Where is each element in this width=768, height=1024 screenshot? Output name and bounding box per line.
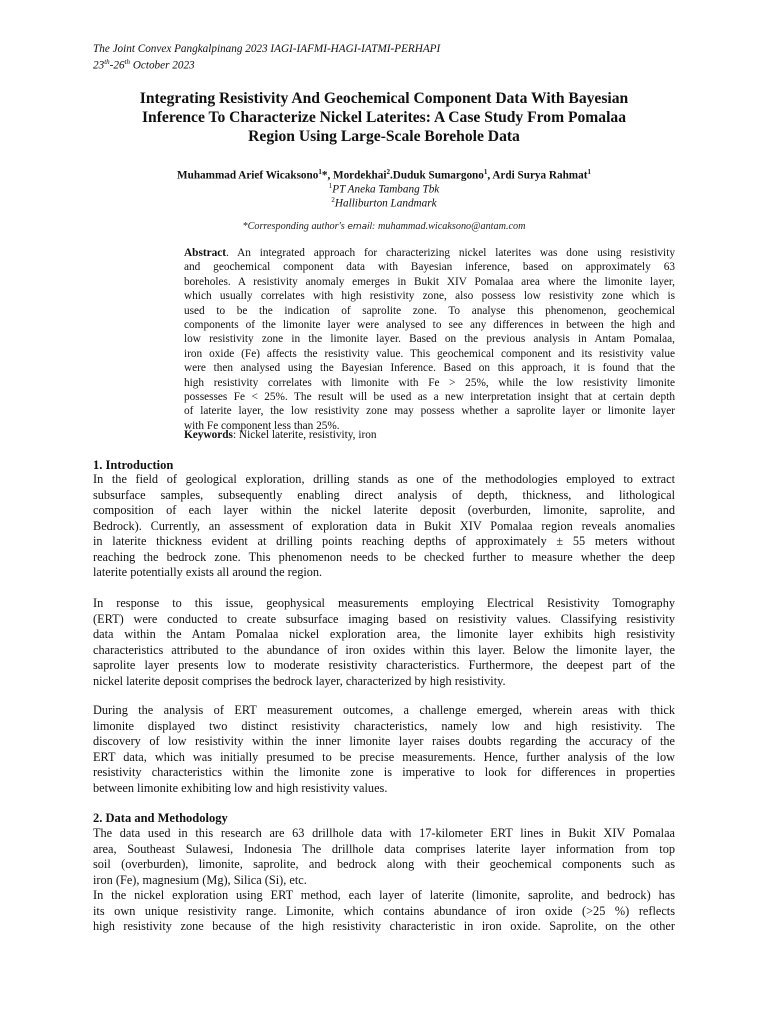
section-heading-introduction: 1. Introduction — [93, 458, 174, 472]
intro-paragraph-3 — [93, 703, 675, 796]
author-name: Mordekhai — [333, 169, 387, 182]
paragraph-line: soil (overburden), limonite, saprolite, and bedrock along with their geochemical components such as — [93, 857, 675, 871]
title-line: Inference To Characterize Nickel Laterites: A Case Study From Pomalaa — [141, 109, 627, 126]
author-name: Muhammad Arief Wicaksono — [177, 169, 319, 182]
intro-paragraph-2 — [93, 596, 675, 689]
paragraph-line: In the nickel exploration using ERT method, each layer of laterite (limonite, saprolite, and bedrock) has — [93, 888, 675, 902]
abstract-heading: Abstract — [184, 247, 227, 259]
abstract-line: were then analysed using the Bayesian Inference. Based on this approach, it is found that the — [184, 362, 675, 375]
paragraph-line: In the field of geological exploration, drilling stands as one of the methodologies employed to extract — [93, 472, 675, 486]
paragraph-line: In response to this issue, geophysical measurements employing Electrical Resistivity Tomography — [93, 596, 675, 610]
keywords-label: Keywords — [184, 429, 233, 441]
abstract-line: low resistivity zone in the limonite layer. Based on the previous analysis in Antam Pomalaa, — [184, 333, 675, 346]
abstract-line: components of the limonite layer were analysed to see any differences in between the high and — [184, 319, 675, 332]
corresponding-author: *Corresponding author's email: muhammad.wicaksono@antam.com — [242, 221, 526, 232]
conference-header — [93, 43, 440, 73]
abstract-line: possesses Fe < 25%. The result will be used as a new interpretation insight that at certain depth — [184, 391, 675, 404]
keywords-text: : Nickel laterite, resistivity, iron — [232, 429, 377, 441]
abstract — [184, 246, 675, 433]
paragraph-line: data within the Antam Pomalaa nickel exploration area, the limonite layer exhibits high resistivity — [93, 627, 675, 641]
paragraph-line: high resistivity zone because of the high resistivity characteristic in iron oxide. Saprolite, on the other — [93, 919, 675, 933]
abstract-line: with Fe component less than 25%. — [184, 419, 340, 432]
intro-paragraph-1 — [93, 472, 675, 581]
conference-name: The Joint Convex Pangkalpinang 2023 IAGI-IAFMI-HAGI-IATMI-PERHAPI — [93, 43, 441, 55]
paragraph-line: characteristics attributed to the abundance of iron oxides within this layer. Below the limonite layer, the — [93, 642, 675, 657]
paragraph-line: Bedrock). Currently, an assessment of exploration data in Bukit XIV Pomalaa region reveals anomalies — [93, 518, 675, 533]
section-heading-data-methodology: 2. Data and Methodology — [93, 811, 228, 825]
paragraph-line: reaching the bedrock zone. This phenomenon needs to be checked further to measure whether the deep — [93, 549, 675, 564]
paragraph-line: ERT data, which was initially presumed to be precise measurements. Hence, further analysis of the low — [93, 749, 675, 764]
paragraph-line: laterite potentially exists all around the region. — [93, 565, 323, 579]
abstract-line: and geochemical component data with Bayesian inference, based on approximately 63 — [184, 261, 675, 274]
keywords — [184, 428, 377, 442]
abstract-line: iron oxide (Fe) affects the resistivity value. This geochemical component and its resistivity value — [184, 347, 675, 360]
paragraph-line: in laterite thickness evident at drilling points reaching depths of approximately ± 55 meters without — [93, 534, 675, 548]
paragraph-line: area, Southeast Sulawesi, Indonesia The drillhole data comprises laterite layer information from top — [93, 841, 675, 856]
title-line: Integrating Resistivity And Geochemical Component Data With Bayesian — [139, 90, 629, 107]
paragraph-line: limonite displayed two distinct resistivity characteristics, namely low and high resistivity. The — [93, 718, 675, 733]
paragraph-line: During the analysis of ERT measurement outcomes, a challenge emerged, wherein areas with thick — [93, 703, 675, 717]
paragraph-line: (ERT) were conducted to create subsurface imaging based on resistivity values. Classifying resistivity — [93, 611, 675, 626]
paragraph-line: composition of each layer within the nickel laterite deposit (overburden, limonite, saprolite, and — [93, 503, 675, 517]
abstract-line: used to be the indication of saprolite zone. To analyse this phenomenon, geochemical — [184, 304, 675, 317]
paragraph-line: iron (Fe), magnesium (Mg), Silica (Si), etc. — [93, 872, 307, 887]
abstract-line: Abstract. An integrated approach for characterizing nickel laterites was done using resistivity — [184, 247, 675, 259]
author-name: , Ardi Surya Rahmat — [487, 169, 588, 182]
abstract-line: high resistivity correlates with limonite with Fe > 25%, while the low resistivity limonite — [184, 376, 675, 389]
methods-paragraph-2 — [93, 888, 675, 935]
paper-title — [86, 89, 682, 146]
affiliation-1: $^1$PT Aneka Tambang Tbk — [328, 182, 440, 196]
author-list: Muhammad Arief Wicaksono$^1$*, Mordekhai$^2$.Duduk Sumargono$^1$, Ardi Surya Rahmat$^1$ — [177, 168, 591, 182]
abstract-line: of laterite layer, the low resistivity zone may possess whether a saprolite layer or limonite layer — [184, 405, 675, 418]
title-line: Region Using Large-Scale Borehole Data — [248, 128, 520, 145]
paragraph-line: its own unique resistivity range. Limonite, which contains abundance of iron oxide (>25 %) reflects — [93, 903, 675, 918]
paragraph-line: between limonite exhibiting low and high resistivity values. — [93, 780, 388, 795]
affiliation-2: $^2$Halliburton Landmark — [331, 196, 437, 210]
paragraph-line: The data used in this research are 63 drillhole data with 17-kilometer ERT lines in Bukit XIV Pomalaa — [93, 826, 675, 840]
paragraph-line: resistivity characteristics within the limonite zone is imperative to look for differences in properties — [93, 765, 675, 779]
paragraph-line: discovery of low resistivity within the inner limonite layer raises doubts regarding the accuracy of the — [93, 734, 675, 748]
author-name: .Duduk Sumargono — [389, 169, 484, 182]
conference-date: 23th-26th October 2023 — [93, 58, 195, 72]
abstract-line: which usually correlates with high resistivity zone, also possess low resistivity zone which is — [184, 290, 675, 303]
paragraph-line: nickel laterite deposit comprises the bedrock layer, characterized by high resistivity. — [93, 673, 506, 688]
paragraph-line: subsurface samples, subsequently enabling direct analysis of depth, thickness, and lithological — [93, 487, 675, 502]
methods-paragraph-1 — [93, 826, 675, 888]
abstract-line: boreholes. A resistivity anomaly emerges in Bukit XIV Pomalaa area where the limonite layer, — [184, 275, 675, 288]
paragraph-line: saprolite layer presents low to moderate resistivity characteristics. Furthermore, the deepest part of the — [93, 658, 675, 672]
corresponding-email: muhammad.wicaksono@antam.com — [378, 221, 526, 232]
